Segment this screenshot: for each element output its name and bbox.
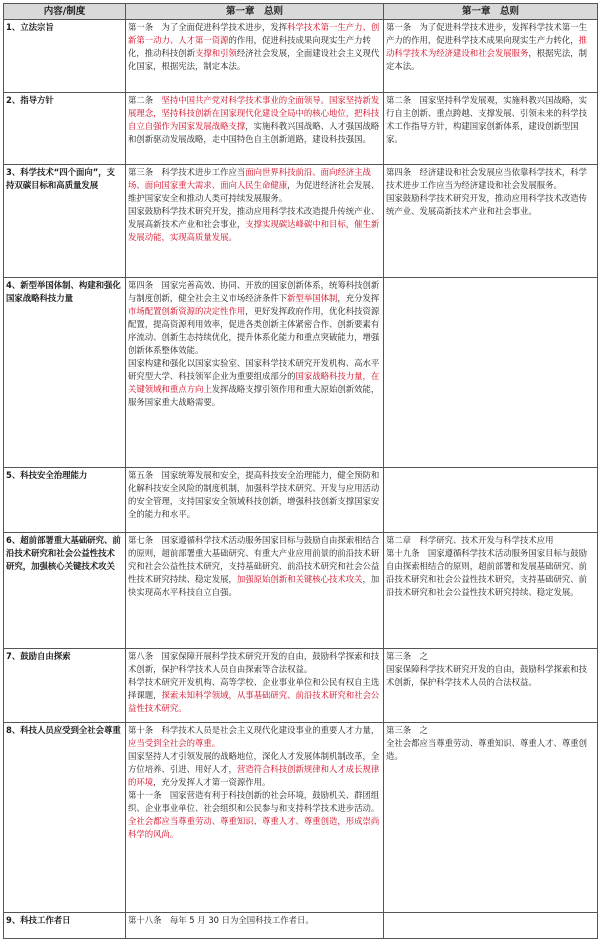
article-paragraph <box>128 534 381 599</box>
header-topic: 内容/制度 <box>4 4 126 20</box>
body-text: 第十一条 国家营造有利于科技创新的社会环境，鼓励机关、群团组织、企业事业单位、社会组织和公民参与和支持科学技术进步活动。 <box>128 790 380 813</box>
new-law-cell <box>126 93 384 165</box>
table-row <box>4 533 598 649</box>
new-law-cell <box>126 533 384 649</box>
body-text: 经济社会发展，全面建设社会主义现代化国家，根据宪法，制定本法。 <box>128 48 380 71</box>
article-paragraph <box>386 94 595 146</box>
body-text: 第一条 为了全面促进科学技术进步，发挥 <box>128 22 288 32</box>
body-text: ，加快实现高水平科技自立自强。 <box>128 574 380 597</box>
article-paragraph <box>386 650 595 663</box>
article-paragraph <box>128 357 381 409</box>
article-paragraph <box>386 737 595 763</box>
highlight-text: 支撑实现碳达峰碳中和目标，催生新发展动能，实现高质量发展。 <box>128 219 380 242</box>
body-text: ，充分发挥人才第一资源作用。 <box>153 777 271 787</box>
row-topic: 1、立法宗旨 <box>4 20 126 93</box>
table-body <box>4 20 598 939</box>
old-law-cell <box>384 278 598 468</box>
highlight-text: 支撑和引领 <box>195 48 237 58</box>
body-text: 发挥战略支撑引领作用和重大原始创新效能，服务国家重大战略需要。 <box>128 384 380 407</box>
body-text: 第二章 科学研究、技术开发与科学技术应用 <box>386 535 554 545</box>
table-row <box>4 723 598 913</box>
body-text: 第三条 科学技术进步工作应当 <box>128 167 246 177</box>
highlight-text: 科学技术第一生产力、创新第一动力、人才第一资源 <box>128 22 380 45</box>
highlight-text: 营造符合科技创新规律和人才成长规律的环境 <box>128 764 380 787</box>
article-paragraph <box>386 534 595 547</box>
body-text: 国家构建和强化以国家实验室、国家科学技术研究开发机构、高水平研究型大学、科技领军企业为重要组成部分的 <box>128 358 380 381</box>
table-row <box>4 93 598 165</box>
header-new-law: 第一章 总则 <box>126 4 384 20</box>
row-topic: 5、科技安全治理能力 <box>4 468 126 533</box>
new-law-cell <box>126 165 384 278</box>
new-law-cell <box>126 278 384 468</box>
article-paragraph <box>128 94 381 146</box>
new-law-cell <box>126 649 384 723</box>
old-law-cell <box>384 649 598 723</box>
row-topic: 3、科学技术“四个面向”，支持双碳目标和高质量发展 <box>4 165 126 278</box>
article-paragraph <box>128 815 381 841</box>
row-topic: 8、科技人员应受到全社会尊重 <box>4 723 126 913</box>
old-law-cell <box>384 533 598 649</box>
article-paragraph <box>128 21 381 73</box>
body-text: 的作用，促进科技成果向现实生产力转化，推动科技创新 <box>128 35 371 58</box>
body-text: 国家保障科学技术研究开发的自由，鼓励科学探索和技术创新，保护科学技术人员的合法权益。 <box>386 664 587 687</box>
new-law-cell <box>126 468 384 533</box>
highlight-text: 国家坚持新发展理念，坚持科技创新在国家现代化建设全局中的核心地位，把科技自立自强作为国家发展战略支撑 <box>128 95 380 131</box>
table-row <box>4 649 598 723</box>
body-text: 第一条 为了促进科学技术进步，发挥科学技术第一生产力的作用，促进科学技术成果向现实生产力转化， <box>386 22 587 45</box>
article-paragraph <box>386 547 595 599</box>
row-topic: 6、超前部署重大基础研究、前沿技术研究和社会公益性技术研究，加强核心关键技术攻关 <box>4 533 126 649</box>
highlight-text: 探索未知科学领域，从事基础研究、前沿技术研究和社会公益性技术研究。 <box>128 690 380 713</box>
old-law-cell <box>384 723 598 913</box>
old-law-cell <box>384 913 598 939</box>
body-text: 国家坚持人才引领发展的战略地位，深化人才发展体制机制改革，全方位培养、引进、用好人才， <box>128 751 380 774</box>
article-paragraph <box>128 279 381 357</box>
article-paragraph <box>128 650 381 676</box>
body-text: ，实施科教兴国战略、人才强国战略和创新驱动发展战略，走中国特色自主创新道路，建设科技强国。 <box>128 121 380 144</box>
body-text: 科学技术研究开发机构、高等学校、企业事业单位和公民有权自主选择课题， <box>128 677 380 700</box>
highlight-text: 国家战略科技力量，在关键领域和重点方向上 <box>128 371 380 394</box>
article-paragraph <box>386 21 595 73</box>
table-row <box>4 165 598 278</box>
article-paragraph <box>128 750 381 789</box>
body-text: 第二条 国家坚持科学发展观，实施科教兴国战略，实行自主创新、重点跨越、支撑发展、引领未来的科学技术工作指导方针，构建国家创新体系，建设创新型国家。 <box>386 95 587 144</box>
highlight-text: 面向世界科技前沿、面向经济主战场、面向国家重大需求、面向人民生命健康 <box>128 167 371 190</box>
old-law-cell <box>384 93 598 165</box>
comparison-table <box>3 3 598 939</box>
article-paragraph <box>128 676 381 715</box>
body-text: 第十八条 每年 5 月 30 日为全国科技工作者日。 <box>128 915 314 925</box>
body-text: 第十九条 国家遵循科学技术活动服务国家目标与鼓励自由探索相结合的原则，超前部署和发展基础研究、前沿技术研究和社会公益性技术研究，支持基础研究、前沿技术研究和社会公益性技术研究持续、稳定发展。 <box>386 548 587 597</box>
highlight-text: 全社会都应当尊重劳动、尊重知识、尊重人才、尊重创造，形成崇尚科学的风尚。 <box>128 816 380 839</box>
highlight-text: 应当受到全社会的尊重。 <box>128 738 221 748</box>
highlight-text: 推动科学技术为经济建设和社会发展服务 <box>386 35 587 58</box>
body-text: 全社会都应当尊重劳动、尊重知识、尊重人才、尊重创造。 <box>386 738 587 761</box>
body-text: 国家鼓励科学技术研究开发，推动应用科学技术改造传统产业、发展高新技术产业和社会事业。 <box>386 193 587 216</box>
article-paragraph <box>386 724 595 737</box>
body-text: 第三条 之 <box>386 651 428 661</box>
article-paragraph <box>386 166 595 192</box>
body-text: 第十条 科学技术人员是社会主义现代化建设事业的重要人才力量， <box>128 725 380 735</box>
new-law-cell <box>126 20 384 93</box>
body-text: ，充分发挥 <box>337 293 380 303</box>
highlight-text: 市场配置创新资源的决定性作用 <box>128 306 246 316</box>
article-paragraph <box>128 205 381 244</box>
old-law-cell <box>384 20 598 93</box>
table-row <box>4 468 598 533</box>
article-paragraph <box>128 914 381 927</box>
body-text: 第三条 之 <box>386 725 428 735</box>
highlight-text: 加强原始创新和关键核心技术攻关 <box>236 574 363 584</box>
body-text: ，根据宪法，制定本法。 <box>386 48 587 71</box>
highlight-text: 坚持中国共产党对科学技术事业的全面领导。 <box>161 95 329 105</box>
body-text: 第八条 国家保障开展科学技术研究开发的自由，鼓励科学探索和技术创新，保护科学技术人员自由探索等合法权益。 <box>128 651 380 674</box>
table-row <box>4 20 598 93</box>
row-topic: 4、新型举国体制、构建和强化国家战略科技力量 <box>4 278 126 468</box>
row-topic: 2、指导方针 <box>4 93 126 165</box>
header-row <box>4 4 598 20</box>
table-row <box>4 913 598 939</box>
header-old-law: 第一章 总则 <box>384 4 598 20</box>
article-paragraph <box>128 724 381 750</box>
old-law-cell <box>384 165 598 278</box>
body-text: 第二条 <box>128 95 162 105</box>
article-paragraph <box>386 192 595 218</box>
new-law-cell <box>126 913 384 939</box>
old-law-cell <box>384 468 598 533</box>
article-paragraph <box>128 469 381 521</box>
body-text: 第五条 国家统筹发展和安全，提高科技安全治理能力，健全预防和化解科技安全风险的制度机制，加强科学技术研究、开发与应用活动的安全管理，支持国家安全领域科技创新，增强科技创新支撑国家安全的能力和水平。 <box>128 470 380 519</box>
body-text: 国家鼓励科学技术研究开发，推动应用科学技术改造提升传统产业、发展高新技术产业和社会事业， <box>128 206 380 229</box>
body-text: 第四条 国家完善高效、协同、开放的国家创新体系，统筹科技创新与制度创新，健全社会主义市场经济条件下 <box>128 280 380 303</box>
body-text: ，更好发挥政府作用，优化科技资源配置，提高资源利用效率，促进各类创新主体紧密合作、创新要素有序流动、创新生态持续优化，提升体系化能力和重点突破能力，增强创新体系整体效能。 <box>128 306 380 355</box>
article-paragraph <box>128 789 381 815</box>
body-text: ，为促进经济社会发展、维护国家安全和推动人类可持续发展服务。 <box>128 180 380 203</box>
article-paragraph <box>128 166 381 205</box>
article-paragraph <box>386 663 595 689</box>
body-text: 第四条 经济建设和社会发展应当依靠科学技术，科学技术进步工作应当为经济建设和社会发展服务。 <box>386 167 587 190</box>
table-row <box>4 278 598 468</box>
new-law-cell <box>126 723 384 913</box>
body-text: 第七条 国家遵循科学技术活动服务国家目标与鼓励自由探索相结合的原则，超前部署重大基础研究、有重大产业应用前景的前沿技术研究和社会公益性技术研究，支持基础研究、前沿技术研究和社会公益性技术研究持续、稳定发展， <box>128 535 380 584</box>
row-topic: 7、鼓励自由探索 <box>4 649 126 723</box>
highlight-text: 新型举国体制 <box>287 293 338 303</box>
row-topic: 9、科技工作者日 <box>4 913 126 939</box>
